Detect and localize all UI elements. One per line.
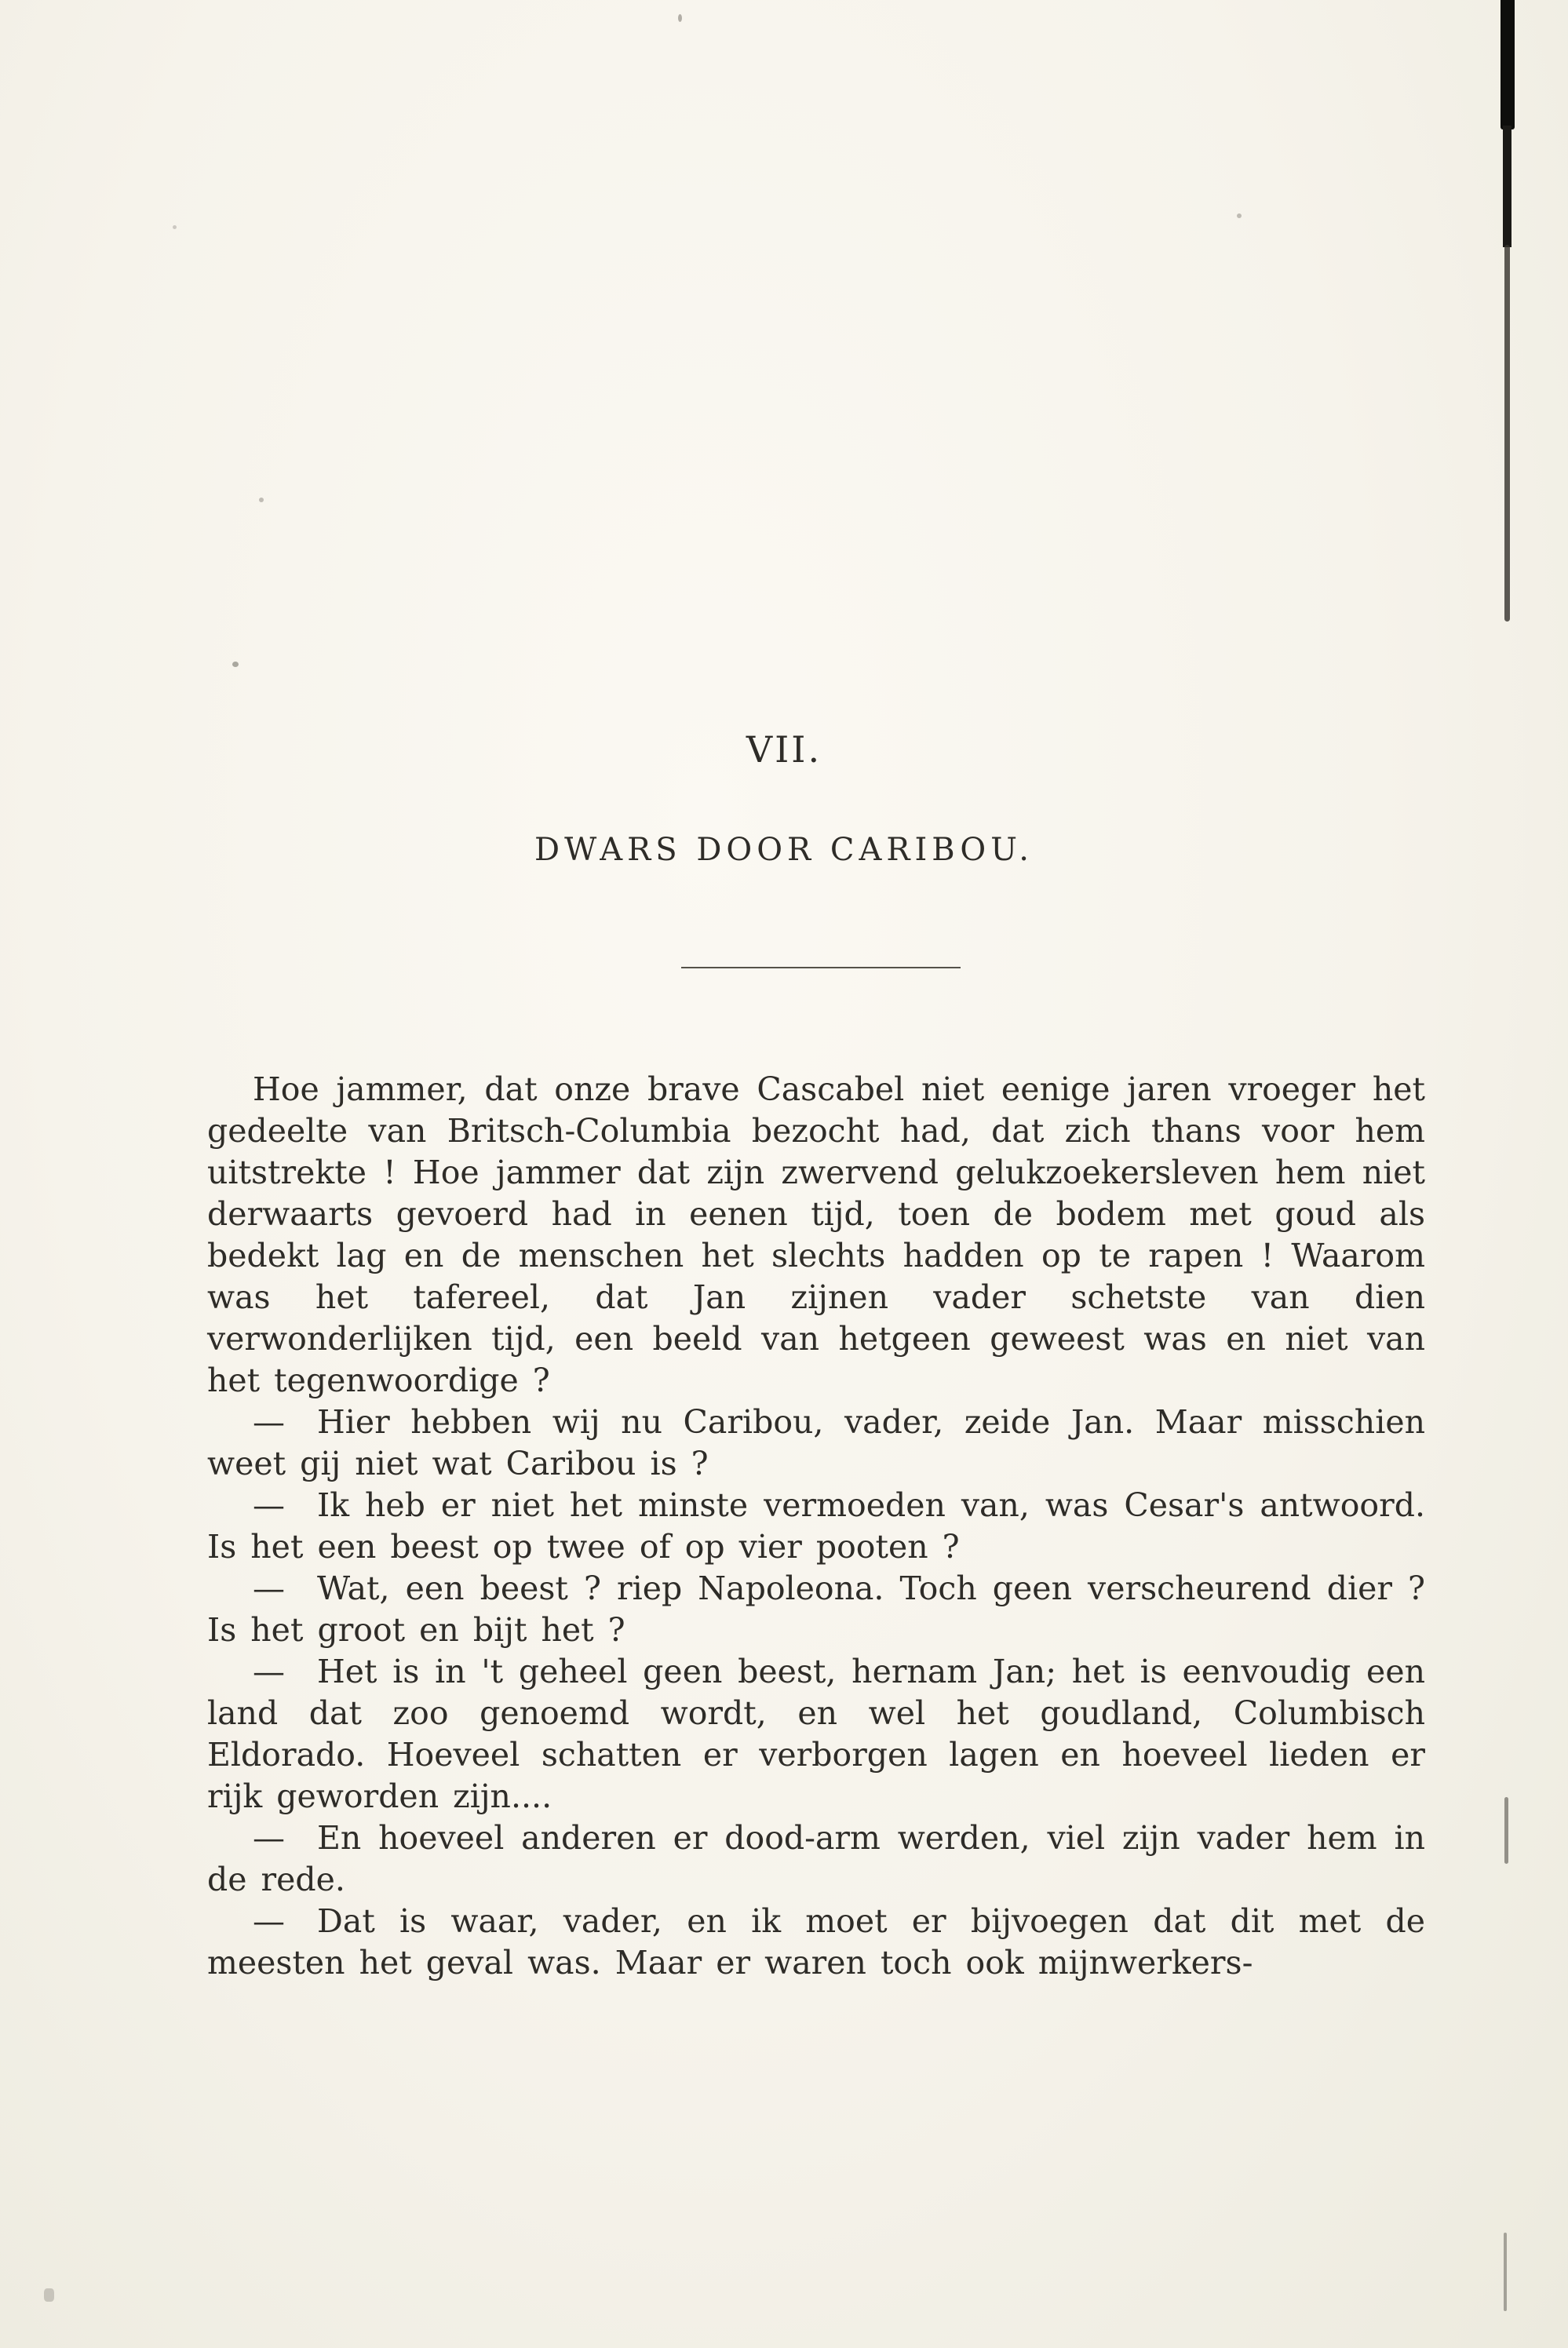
paragraph: — Hier hebben wij nu Caribou, vader, zeide Jan. Maar misschien weet gij niet wat Caribou is ?	[207, 1403, 1425, 1482]
body-text	[207, 1069, 1425, 1984]
section-divider	[681, 967, 961, 968]
chapter-number: VII.	[746, 728, 822, 771]
binding-edge-mark	[1504, 1797, 1508, 1864]
scan-speck	[44, 2288, 54, 2302]
chapter-title: DWARS DOOR CARIBOU.	[534, 832, 1034, 868]
paragraph: Hoe jammer, dat onze brave Cascabel niet eenige jaren vroeger het gedeelte van Britsch-Columbia bezocht had, dat zich thans voor hem uitstrekte ! Hoe jammer dat zijn zwervend gelukzoekersleven hem niet derwaarts gevoerd had in eenen tijd, toen de bodem met goud als bedekt lag en de menschen het slechts hadden op te rapen ! Waarom was het tafereel, dat Jan zijnen vader schetste van dien verwonderlijken tijd, een beeld van hetgeen geweest was en niet van het tegenwoordige ?	[207, 1070, 1425, 1399]
paragraph: — Wat, een beest ? riep Napoleona. Toch geen verscheurend dier ? Is het groot en bijt het ?	[207, 1570, 1425, 1649]
paragraph: — En hoeveel anderen er dood-arm werden, viel zijn vader hem in de rede.	[207, 1819, 1425, 1898]
scan-speck	[259, 498, 264, 502]
binding-edge-mark	[1504, 245, 1510, 622]
scan-speck	[678, 14, 682, 22]
binding-edge-mark	[1504, 2233, 1507, 2311]
paragraph: — Ik heb er niet het minste vermoeden van, was Cesar's antwoord. Is het een beest op twee of op vier pooten ?	[207, 1486, 1425, 1566]
paragraph: — Het is in 't geheel geen beest, hernam Jan; het is eenvoudig een land dat zoo genoemd wordt, en wel het goudland, Columbisch Eldorado. Hoeveel schatten er verborgen lagen en hoeveel lieden er rijk geworden zijn....	[207, 1653, 1425, 1815]
scan-speck	[173, 225, 177, 229]
scan-speck	[1237, 213, 1242, 218]
binding-edge-mark	[1503, 126, 1511, 247]
scan-speck	[232, 662, 239, 667]
paragraph: — Dat is waar, vader, en ik moet er bijvoegen dat dit met de meesten het geval was. Maar er waren toch ook mijnwerkers-	[207, 1902, 1425, 1982]
binding-edge-mark	[1501, 0, 1515, 129]
